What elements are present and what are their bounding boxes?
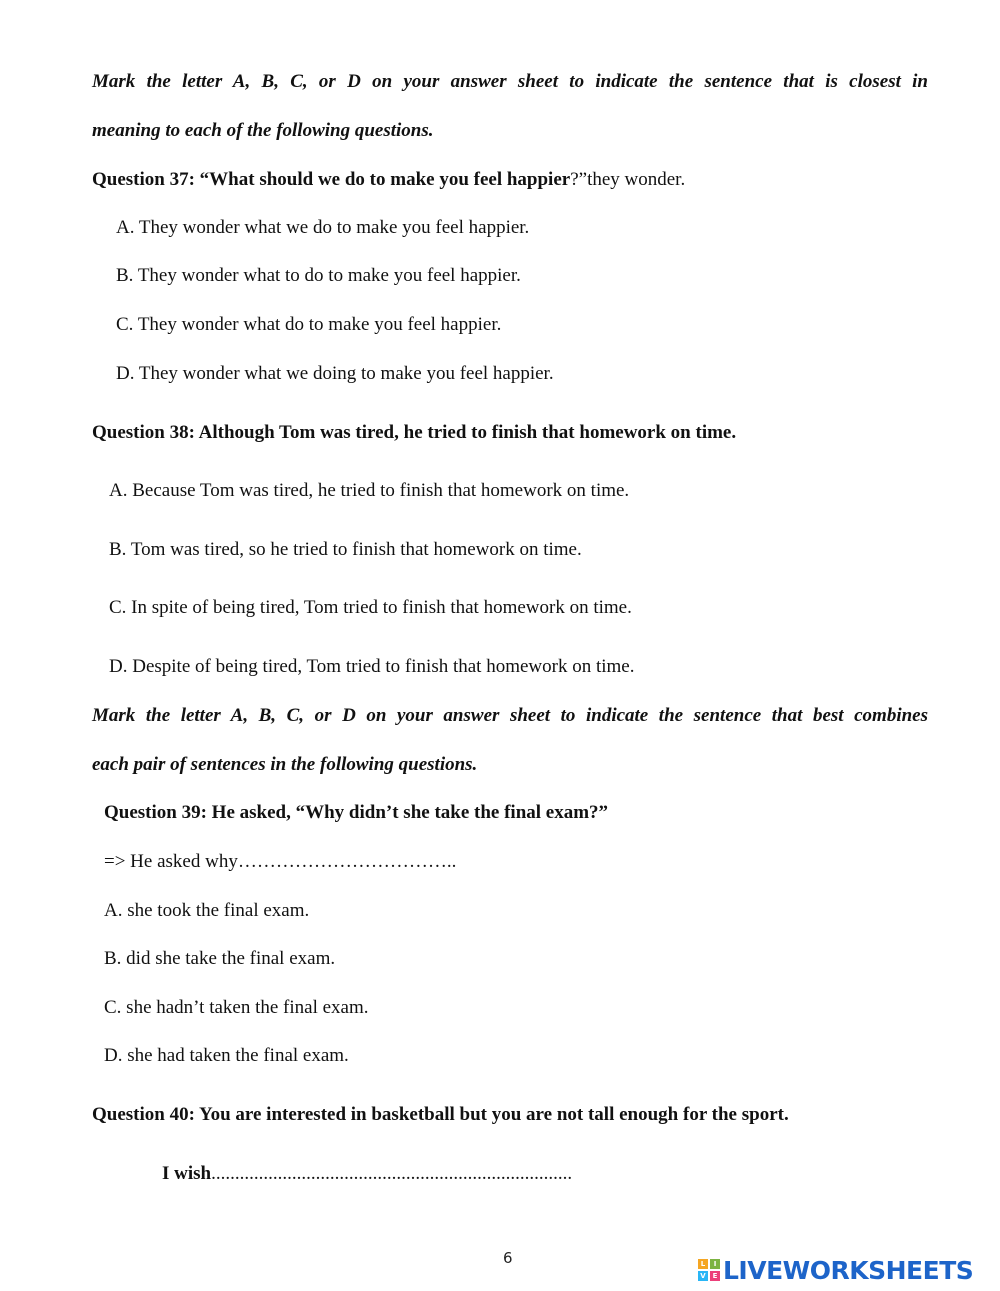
question-38-option-c[interactable]: C. In spite of being tired, Tom tried to finish that homework on time. bbox=[109, 597, 632, 618]
logo-block-l: L bbox=[698, 1259, 708, 1269]
question-39-option-a[interactable]: A. she took the final exam. bbox=[104, 900, 310, 921]
question-40-answer-lead: I wish bbox=[162, 1163, 212, 1184]
logo-block-e: E bbox=[710, 1271, 720, 1281]
question-38-option-d[interactable]: D. Despite of being tired, Tom tried to finish that homework on time. bbox=[109, 656, 635, 677]
question-37-prompt bbox=[92, 168, 685, 192]
question-37-option-c[interactable]: C. They wonder what do to make you feel happier. bbox=[116, 314, 502, 335]
logo-block-i: I bbox=[710, 1259, 720, 1269]
question-37-prompt-bold: Question 37: “What should we do to make you feel happier bbox=[92, 169, 571, 190]
instruction-part1-line1: Mark the letter A, B, C, or D on your answer sheet to indicate the sentence that is closest in bbox=[92, 71, 928, 92]
instruction-part1-line2: meaning to each of the following questions. bbox=[92, 120, 434, 141]
logo-block-v: V bbox=[698, 1271, 708, 1281]
question-40-answer bbox=[162, 1162, 572, 1186]
question-40-prompt: Question 40: You are interested in basketball but you are not tall enough for the sport. bbox=[92, 1104, 789, 1125]
question-38-option-b[interactable]: B. Tom was tired, so he tried to finish that homework on time. bbox=[109, 539, 582, 560]
question-39-stem: => He asked why…………………………….. bbox=[104, 851, 457, 872]
question-39-option-d[interactable]: D. she had taken the final exam. bbox=[104, 1045, 349, 1066]
question-39-prompt: Question 39: He asked, “Why didn’t she take the final exam?” bbox=[104, 802, 609, 823]
logo-text: LIVEWORKSHEETS bbox=[723, 1255, 974, 1285]
question-37-option-a[interactable]: A. They wonder what we do to make you feel happier. bbox=[116, 217, 530, 238]
question-38-option-a[interactable]: A. Because Tom was tired, he tried to finish that homework on time. bbox=[109, 480, 630, 501]
page-number: 6 bbox=[503, 1249, 513, 1267]
question-40-answer-blank[interactable]: ............................................................................ bbox=[211, 1163, 573, 1184]
question-38-prompt: Question 38: Although Tom was tired, he tried to finish that homework on time. bbox=[92, 422, 737, 443]
instruction-part2-line1: Mark the letter A, B, C, or D on your answer sheet to indicate the sentence that best combines bbox=[92, 705, 928, 726]
liveworksheets-logo bbox=[698, 1254, 973, 1286]
question-39-option-b[interactable]: B. did she take the final exam. bbox=[104, 948, 336, 969]
question-37-prompt-rest: ?”they wonder. bbox=[570, 169, 686, 190]
question-37-option-d[interactable]: D. They wonder what we doing to make you feel happier. bbox=[116, 363, 554, 384]
logo-blocks-icon bbox=[698, 1259, 720, 1281]
question-37-option-b[interactable]: B. They wonder what to do to make you feel happier. bbox=[116, 265, 521, 286]
question-39-option-c[interactable]: C. she hadn’t taken the final exam. bbox=[104, 997, 369, 1018]
instruction-part2-line2: each pair of sentences in the following questions. bbox=[92, 754, 478, 775]
